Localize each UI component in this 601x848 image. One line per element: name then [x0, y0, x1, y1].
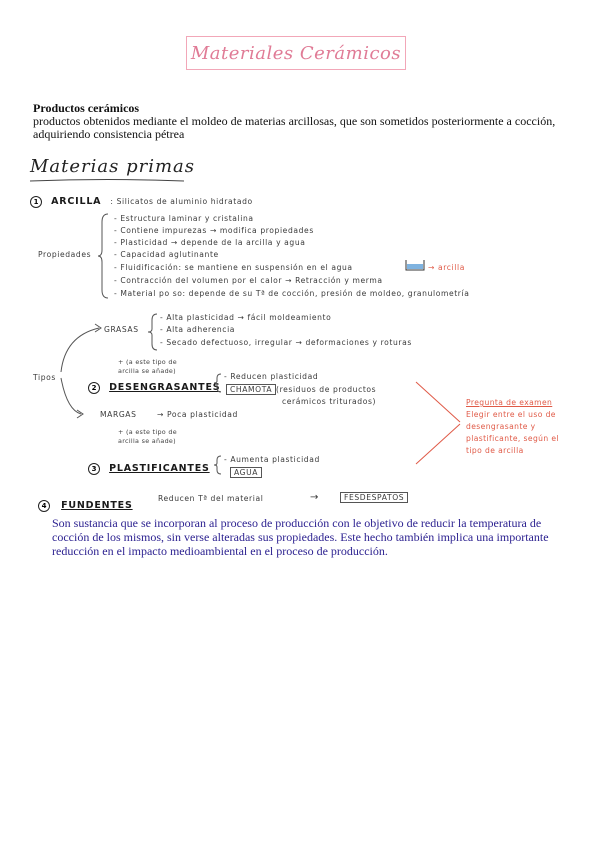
- grasas-item-2: - Alta adherencia: [160, 325, 236, 334]
- pregunta-title: Pregunta de examen: [466, 398, 553, 407]
- chamota-desc-1: (residuos de productos: [276, 385, 377, 394]
- desengrasantes-item-1: - Reducen plasticidad: [224, 372, 319, 381]
- arcilla-label: ARCILLA: [51, 196, 102, 207]
- pregunta-line-4: tipo de arcilla: [466, 446, 524, 455]
- desengrasantes-label: DESENGRASANTES: [109, 382, 221, 393]
- desengrasantes-header: [88, 375, 220, 394]
- prop-6: - Contracción del volumen por el calor → Retracción y merma: [114, 276, 383, 285]
- tipos-arrows: [55, 318, 105, 426]
- pregunta-line-1: Elegir entre el uso de: [466, 410, 556, 419]
- grasas-item-1: - Alta plasticidad → fácil moldeamiento: [160, 313, 332, 322]
- intro-line-1: productos obtenidos mediante el moldeo de materias arcillosas, que son sometidos posteriormente a cocción,: [33, 114, 556, 128]
- prop-2: - Contiene impurezas → modifica propiedades: [114, 226, 314, 235]
- plastificantes-item-1: - Aumenta plasticidad: [224, 455, 320, 464]
- title-box: [186, 36, 406, 70]
- grasas-label: GRASAS: [104, 325, 139, 334]
- fundentes-desc: Reducen Tª del material: [158, 494, 264, 503]
- chamota-box: CHAMOTA: [226, 384, 276, 395]
- number-circle-2: 2: [88, 382, 100, 394]
- margas-item: → Poca plasticidad: [157, 410, 238, 419]
- title-underline: [28, 178, 188, 184]
- water-tank-icon: [404, 258, 426, 272]
- page-title: Materiales Cerámicos: [190, 42, 402, 64]
- fundentes-header: [38, 493, 133, 512]
- pregunta-line-3: plastificante, según el: [466, 434, 559, 443]
- propiedades-brace: [98, 212, 112, 300]
- grasas-brace: [147, 312, 159, 352]
- intro-heading: Productos cerámicos: [33, 101, 140, 115]
- number-circle-4: 4: [38, 500, 50, 512]
- desengrasantes-brace: [213, 372, 223, 394]
- number-circle-1: 1: [30, 196, 42, 208]
- plastificantes-label: PLASTIFICANTES: [109, 463, 210, 474]
- arcilla-definition: : Silicatos de aluminio hidratado: [110, 197, 253, 206]
- fundentes-paragraph: Son sustancia que se incorporan al proceso de producción con le objetivo de reducir la temperatura de cocción de los mismos, sin verse alteradas sus propiedades. Este hecho también implica una importante reducción en el impacto medioambiental en el proceso de producción.: [52, 516, 549, 558]
- prop-5: - Fluidificación: se mantiene en suspensión en el agua: [114, 263, 353, 272]
- propiedades-label: Propiedades: [38, 250, 92, 259]
- prop-4: - Capacidad aglutinante: [114, 250, 219, 259]
- number-circle-3: 3: [88, 463, 100, 475]
- arcilla-arrow-label: → arcilla: [428, 263, 465, 272]
- grasas-item-3: - Secado defectuoso, irregular → deformaciones y roturas: [160, 338, 412, 347]
- pregunta-connector: [412, 378, 464, 468]
- plastificantes-header: [88, 456, 210, 475]
- arcilla-section: [30, 189, 253, 208]
- materias-primas-title: Materias primas: [30, 156, 196, 177]
- grasas-note: + (a este tipo de arcilla se añade): [118, 358, 177, 375]
- prop-3: - Plasticidad → depende de la arcilla y agua: [114, 238, 306, 247]
- prop-1: - Estructura laminar y cristalina: [114, 214, 254, 223]
- tipos-label: Tipos: [33, 373, 56, 382]
- agua-box: AGUA: [230, 467, 262, 478]
- intro-line-2: adquiriendo consistencia pétrea: [33, 127, 185, 141]
- chamota-desc-2: cerámicos triturados): [282, 397, 377, 406]
- feldespatos-box: FESDESPATOS: [340, 492, 408, 503]
- fundentes-arrow: →: [310, 492, 319, 503]
- plastificantes-brace: [213, 454, 223, 476]
- pregunta-line-2: desengrasante y: [466, 422, 536, 431]
- prop-7: - Material po so: depende de su Tª de cocción, presión de moldeo, granulometría: [114, 289, 470, 298]
- margas-label: MARGAS: [100, 410, 137, 419]
- fundentes-label: FUNDENTES: [61, 500, 133, 511]
- margas-note: + (a este tipo de arcilla se añade): [118, 428, 177, 445]
